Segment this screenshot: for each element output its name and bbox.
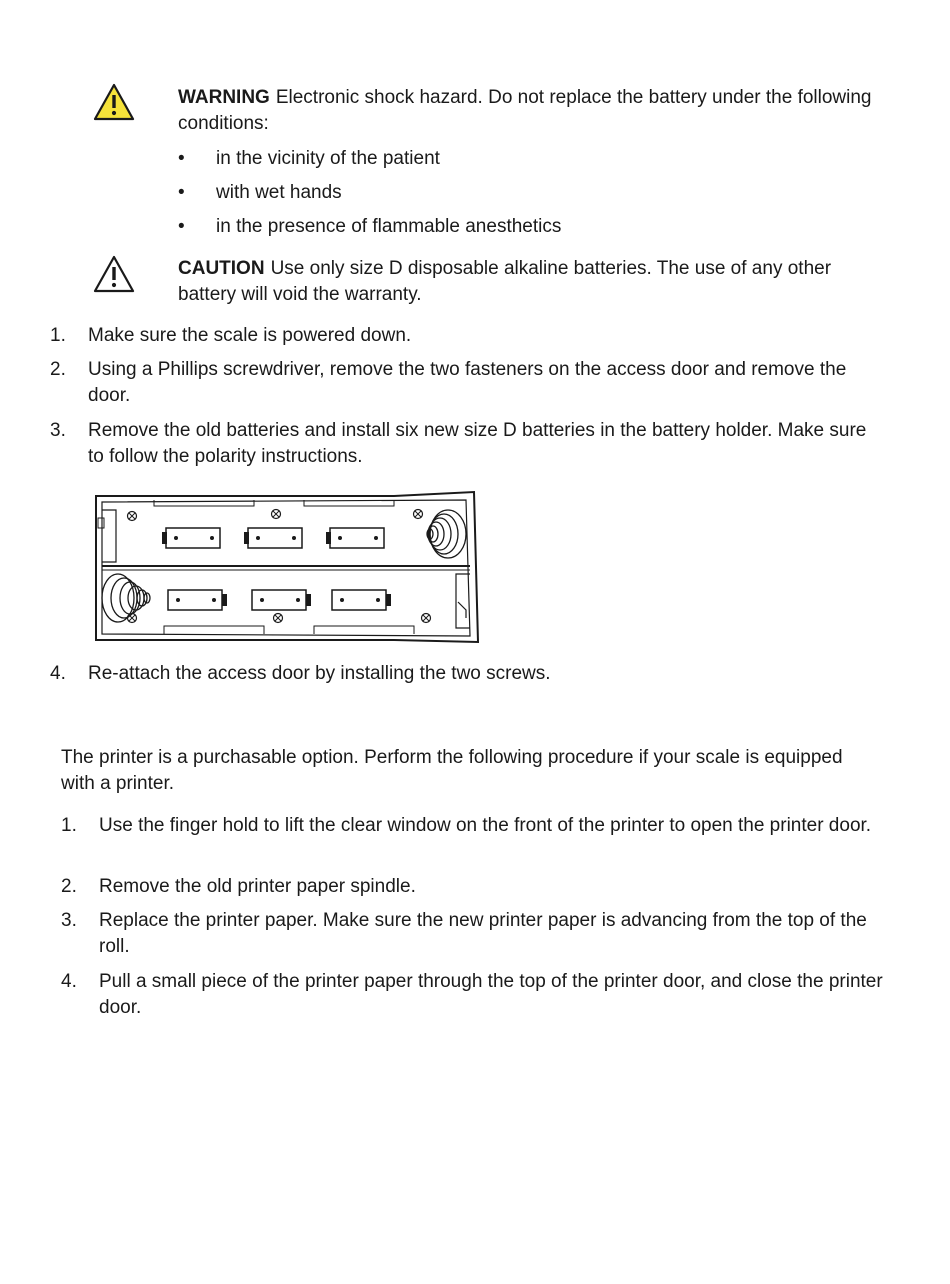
condition-text: in the presence of flammable anesthetics [216,216,562,237]
step-text: Using a Phillips screwdriver, remove the two fasteners on the access door and remove the door. [88,359,847,406]
caution-text: Use only size D disposable alkaline batteries. The use of any other battery will void the warranty. [178,258,832,305]
step-number: 2. [61,876,77,897]
step-text: Remove the old batteries and install six new size D batteries in the battery holder. Make sure to follow the polarity instructions. [88,420,867,467]
step-text: Replace the printer paper. Make sure the new printer paper is advancing from the top of the roll. [99,910,867,957]
battery-holder-illustration [94,490,480,644]
caution-label: CAUTION [178,258,265,279]
caution-triangle-icon [92,254,136,294]
caution-notice [178,256,878,308]
step-text: Pull a small piece of the printer paper through the top of the printer door, and close the printer door. [99,971,883,1018]
warning-label: WARNING [178,87,270,108]
step-number: 2. [50,359,66,380]
printer-intro: The printer is a purchasable option. Perform the following procedure if your scale is equipped with a printer. [61,747,843,794]
condition-text: in the vicinity of the patient [216,148,440,169]
step-number: 4. [61,971,77,992]
step-text: Use the finger hold to lift the clear window on the front of the printer to open the printer door. [99,815,872,836]
step-number: 3. [50,420,66,441]
step-number: 3. [61,910,77,931]
step-number: 1. [50,325,66,346]
step-text: Remove the old printer paper spindle. [99,876,416,897]
step-text: Make sure the scale is powered down. [88,325,412,346]
step-number: 4. [50,663,66,684]
warning-notice [178,85,898,137]
warning-triangle-icon [92,82,136,122]
step-text: Re-attach the access door by installing the two screws. [88,663,551,684]
step-number: 1. [61,815,77,836]
condition-text: with wet hands [216,182,342,203]
warning-text: Electronic shock hazard. Do not replace the battery under the following conditions: [178,87,872,134]
